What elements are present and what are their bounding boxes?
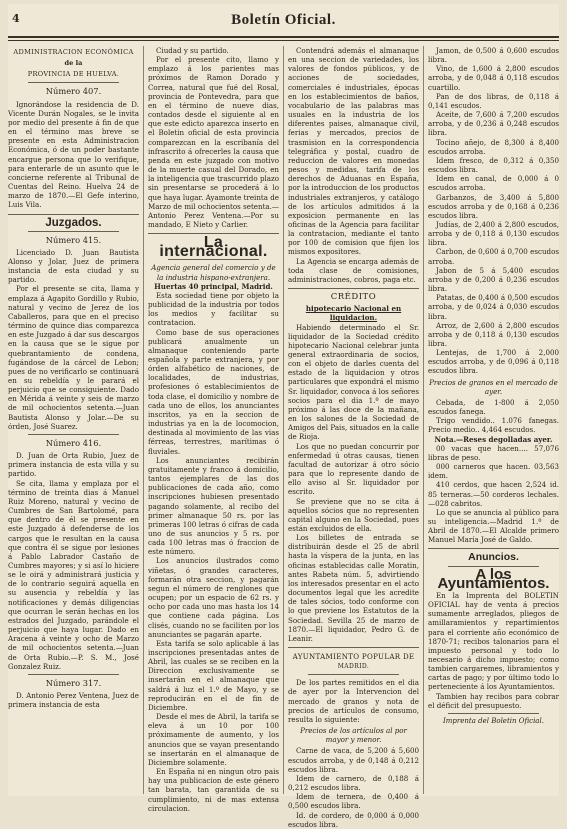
paragraph: Los que no puedan concurrir por enfermedad ú otras causas, tienen facultad de autorizar á otro sócio para que lo represente dando de ello aviso al Sr. liquidador por escrito. — [288, 441, 419, 497]
paragraph: Esta sociedad tiene por objeto la publicidad de la industria por todos los medios y facilitar su contratacion. — [148, 290, 279, 328]
paragraph: Por el presente cito, llamo y emplazo á los parientes mas próximos de Ramon Dorado y Correa, natural que fué del Rosal, provincia de Pontevedra, para que en el término de nueve dias, contados desde el siguiente al en que este edicto aparezca inserto en el Boletin oficial de esta provincia comparezcan en la escribanía del infrascrito á ofrecerles la causa que penda en este juzgado con motivo de la muerte casual del Dorado, en la inteligencia que trascurrido plazo sin presentarse se procederá á lo que haya lugar. Ayamonte treinta de Marzo de mil ochocientos setenta.—Antonio Perez Ventena.—Por su mandado, E Nieto y Carlier. — [148, 55, 279, 229]
paragraph: D. Juan de Orta Rubio, Juez de primera instancia de esta villa y su partido. — [8, 451, 139, 479]
column-4 — [428, 46, 559, 794]
divider — [428, 548, 559, 549]
paragraph: Licenciado D. Juan Bautista Alonso y Jolar, Juez de primera instancia de esta ciudad y su partido. — [8, 247, 139, 285]
paragraph: Lentejas, de 1,700 á 2,000 escudos arroba, y de 0,096 á 0,118 escudos libra. — [428, 348, 559, 376]
paragraph: Idem en canal, de 0,000 á 0 escudos arroba. — [428, 174, 559, 193]
granos-title: Precios de granos en el mercado de ayer. — [429, 377, 558, 396]
section-title-internacional: La internacional. — [159, 234, 268, 261]
column-2 — [148, 46, 279, 813]
column-1 — [8, 46, 139, 794]
paragraph: Cebada, de 1-800 á 2,050 escudos fanega. — [428, 397, 559, 417]
paragraph: Lo que se anuncia al público para su inteligencia.—Madrid 1.º de Abril de 1870.—El Alcalde primero Manuel María José de Galdo. — [428, 507, 559, 545]
ayuntamiento-city: MADRID. — [337, 663, 370, 671]
divider — [28, 231, 119, 232]
divider — [8, 214, 139, 215]
paragraph: Ignorándose la residencia de D. Vicente Durán Nogales, se le invita por medio del presente á fin de que en el término mas breve se presente en esta Administracion Económica, ó de un poder bastante encargue persona que lo verifique, para enterarle de un asunto que le concierne referente al Tribunal de Cuentas del Reino. Huelva 24 de marzo de 1870.—El Gefe interino, Luis Vila. — [8, 99, 139, 210]
paragraph: En España ni en ningun otro pais hay una publicacion de este género tan barata, tan garantida de su cumplimiento, ni de mas extensa circulacion. — [148, 767, 279, 813]
newspaper-page — [8, 4, 559, 829]
paragraph: 410 cerdos, que hacen 2,524 id. 85 terneras.—50 corderos lechales.—028 cabritos. — [428, 480, 559, 508]
agency-address: Huertas 40 principal, Madrid. — [154, 281, 273, 291]
admin-header: ADMINISTRACION ECONÓMICA — [13, 48, 134, 56]
notice-number: Número 415. — [45, 234, 102, 245]
paragraph: 00 vacas que hacen.... 57,076 libras de peso. — [428, 443, 559, 462]
imprenta-footer: Imprenta del Boletin Oficial. — [443, 716, 544, 725]
paragraph: Habiendo determinado el Sr. liquidador de la Sociedad crédito hipotecario Nacional celebrar junta general extraordinaria de socios, con el objeto de darles cuenta del estado de la liquidacion y otros particulares que expondrá el mismo Sr. liquidador, convoca á los señores socios para el dia 1.º de mayo próximo á las doce de la mañana, en los salones de la Sociedad de Amigos del Pais, situados en la calle de Rioja. — [288, 322, 419, 442]
precios-title: Precios de los artículos al por mayor y menor. — [300, 726, 407, 745]
paragraph: Ciudad y su partido. — [156, 46, 229, 55]
paragraph: Esta tarifa se solo aplicable á las inscripciones presentadas antes de Abril, las cuales se se reciben en la Direccion exclusivamente se insertarán en el almanaque que saldrá á luz el 1.º de Mayo, y se reproducirán en el de fin de Diciembre. — [148, 638, 279, 712]
paragraph: Carbon, de 0,600 á 0,700 escudos arroba. — [428, 247, 559, 266]
columns — [8, 46, 559, 829]
paragraph: Jamon, de 0,500 á 0,600 escudos libra. — [428, 46, 559, 65]
paragraph: La Agencia se encarga además de toda clase de comisiones, administraciones, cobros, paga etc. — [288, 256, 419, 284]
divider — [288, 647, 419, 648]
paragraph: Arroz, de 2,600 á 2,800 escudos arroba y de 0,118 á 0,130 escudos libra. — [428, 320, 559, 348]
divider — [28, 674, 119, 675]
paragraph: Los billetes de entrada se distribuirán desde el 25 de abril hasta la víspera de la junta, en las oficinas establecidas calle Moratin, antes Rabeta núm. 5, advirtiendo los interesados presentar en el acto documentos legal que les acredite de tales sócios, todo conforme con lo que previene los Estatutos de la Sociedad. Sevilla 25 de marzo de 1870.—El liquidador, Pedro G. de Leanir. — [288, 533, 419, 643]
paragraph: Jabon de 5 á 5,400 escudos arroba y de 0,200 á 0,236 escudos libra. — [428, 265, 559, 294]
paragraph: Idem fresco, de 0,312 á 0,350 escudos libra. — [428, 155, 559, 175]
paragraph: Por el presente se cita, llama y emplaza á Agapito Gordillo y Rubio, natural y vecino de Jerez de los Caballeros, para que en el preciso término de quince dias comparezca en este Juzgado á dar sus descargos en la causa que se le sigue por quebrantamiento de condena, fugándose de la cárcel de Lebon; pues de no verificarlo se continuará en su rebeldía y le parará el perjuicio que se consiguiente. Dado en Mérida á veinte y seis de marzo de mil ochocientos setenta.—Juan Bautista Alonso y Jolar.—De su órden, José Suarez. — [8, 284, 139, 431]
paragraph: Aceite, de 7,600 á 7,200 escudos arroba, y de 0,236 á 0,248 escudos libra. — [428, 110, 559, 138]
paragraph: 000 carneros que hacen. 03,563 idem. — [428, 462, 559, 481]
paragraph: Los anuncios ilustrados como viñetas, ó grandes caracteres, formarán otra seccion, y pagarán segun el número de renglones que ocupen; por un espacio de 62 rs. y ocho por cada uno mas hasta los 14 que contiene cada página. Los clisés, cuando no se faciliten por los anunciantes se pagarán aparte. — [148, 556, 279, 639]
credito-subtitle: hipotecario Nacional en liquidacion. — [305, 304, 402, 323]
paragraph: Idem de ternera, de 0,400 á 0,500 escudos libra. — [288, 792, 419, 811]
section-title-juzgados: Juzgados. — [45, 216, 102, 229]
paragraph: Vino, de 1,600 á 2,800 escudos arroba, y de 0,048 á 0,118 escudos cuartillo. — [428, 64, 559, 92]
paragraph: Carne de vaca, de 5,200 á 5,600 escudos arroba, y de 0,148 á 0,212 escudos libra. — [288, 746, 419, 774]
notice-number: Número 416. — [45, 437, 102, 448]
agency-subtitle: Agencia general del comercio y de la industria hispano-extranjera. — [151, 263, 276, 282]
divider — [288, 288, 419, 289]
paragraph: Tocino añejo, de 8,300 á 8,400 escudos arroba. — [428, 137, 559, 156]
paragraph: Contendrá además el almanaque en una seccion de variedades, los valores de fondos públicos, y de acciones de sociedades, comerciales é industriales, épocas en los establecimientos de baños, vocabulario de las palabras mas usuales en la industria de los diferentes paises, almanaque civil, ferias y mercados, precios de trasmision en la correspondencia telegráfica y postal, cuadro de reduccion de valores en monedas pesos y medidas, tarifa de los derechos de Aduanas en España, por la introduccion de los productos industriales extranjeros, y catálogo de los artículos admitidos á la exposicion permanente en las oficinas de la Agencia para facilitar la contratacion, mediante el tanto por 100 de comision que fijen los mismos expositores. — [288, 46, 419, 257]
divider — [448, 713, 539, 714]
section-title-anuncios: Anuncios. — [468, 551, 519, 564]
paragraph: De los partes remitidos en el dia de ayer por la Intervencion del mercado de granos y nota de precios de artículos de consumo, resulta lo siguiente: — [288, 678, 419, 724]
paragraph: Los anunciantes recibirán gratuitamente y franco á domicilio, tantos ejemplares de las dos publicaciones de cada año, como inscripciones hubiesen presentado pagando solamente, al recibo del primer almanaque 50 rs. por las primeras 100 letras ó cifras de cada uno de sus anuncios y 5 rs. por cada 100 letras mas ó fraccion de este número. — [148, 455, 279, 557]
paragraph: Id. de cordero, de 0,000 á 0,000 escudos libra. — [288, 810, 419, 829]
notice-number: Número 317. — [45, 677, 102, 688]
paragraph: Desde el mes de Abril, la tarifa se eleva á un 10 por 100 próximamente de aumento, y los anuncios que se vayan presentando se insertarán en el almanaque de Diciembre solamente. — [148, 712, 279, 767]
masthead-title: Boletín Oficial. — [231, 12, 336, 28]
top-rule — [8, 36, 559, 38]
paragraph: Se cita, llama y emplaza por el término de treinta dias á Manuel Ruiz Moreno, natural y vecino de Cumbres de San Bartolomé, para que dentro de él se presente en este Juzgado á defenderse de los cargos que le resultan en la causa que contra él se sigue por lesiones á Pablo Labrador Castaño de Cumbres mayores; y si así lo hiciere se le oirá y administrará justicia y de lo contrario seguirá aquella en su ausencia y rebeldía y las notificaciones y demás diligencias que ocurran le serán hechas en los estrados del Juzgado, parándole el perjuicio que haya lugar. Dado en Aracena á veinte y ocho de Marzo de mil ochocientos setenta.—Juan de Orta Rubio.—P. S. M., José Gonzalez Ruiz. — [8, 478, 139, 671]
admin-province: PROVINCIA DE HUELVA. — [27, 70, 120, 79]
paragraph: En la Imprenta del BOLETIN OFICIAL hay de venta á precios sumamente arreglados, pliegos de amillaramientos y repartimientos para el corriente año económico de 1870-71; recibos talonarios para el impuesto personal y todo lo necesario á dicho impuesto; como tambien cargaremes, libramientos y cartas de pago; y por último todo lo perteneciente á los Ayuntamientos. — [428, 590, 559, 692]
paragraph: Tambien hay recibos para cobrar el déficit del presupuesto. — [428, 691, 559, 710]
paragraph: Judías, de 2,400 á 2,800 escudos, arroba y de 0,118 á 0,130 escudos libra. — [428, 219, 559, 248]
ayuntamiento-title: AYUNTAMIENTO POPULAR DE — [292, 652, 415, 661]
column-3 — [288, 46, 419, 829]
paragraph: D. Antonio Perez Ventena, Juez de primera instancia de esta — [8, 691, 139, 710]
paragraph: Se previene que no se cita á aquellos sócios que no representen capital alguno en la Sociedad, pues están excluidos de ella. — [288, 496, 419, 533]
top-rule-thin — [8, 40, 559, 41]
notice-number: Número 407. — [45, 86, 102, 97]
paragraph: Idem de carnero, de 0,188 á 0,212 escudos libra. — [288, 773, 419, 793]
divider — [308, 674, 399, 675]
reses-title: Nota.—Reses degolladas ayer. — [434, 434, 553, 444]
paragraph: Como base de sus operaciones publicará anualmente un almanaque conteniendo parte española y parte extranjera, y por órden alfabético de naciones, de localidades, de industrias, profesiones ó establecimientos de toda clase, el domicilio y nombre de cada uno de ellos, los anunciantes inscritos, ya en la seccion de industrias ya en la de locomocion, destinada al movimiento de las vias férreas, terrestres, marítimas ó fluviales. — [148, 327, 279, 456]
divider — [28, 434, 119, 435]
divider — [28, 82, 119, 83]
admin-de-la: de la — [64, 59, 83, 68]
credito-title: CRÉDITO — [330, 292, 377, 303]
paragraph: Patatas, de 0,400 á 0,500 escudos arroba, y de 0,024 á 0,030 escudos libra. — [428, 293, 559, 321]
page-number: 4 — [12, 12, 20, 25]
paragraph: Trigo vendido.. 1.076 fanegas. Precio medio.. 4,464 escudos. — [428, 416, 559, 435]
section-title-ayuntamientos: A los Ayuntamientos. — [437, 565, 550, 592]
paragraph: Pan de dos libras, de 0,118 á 0,141 escudos. — [428, 91, 559, 110]
paragraph: Garbanzos, de 3,400 á 5,800 escudos arroba y de 0,168 á 0,236 escudos libra. — [428, 192, 559, 220]
